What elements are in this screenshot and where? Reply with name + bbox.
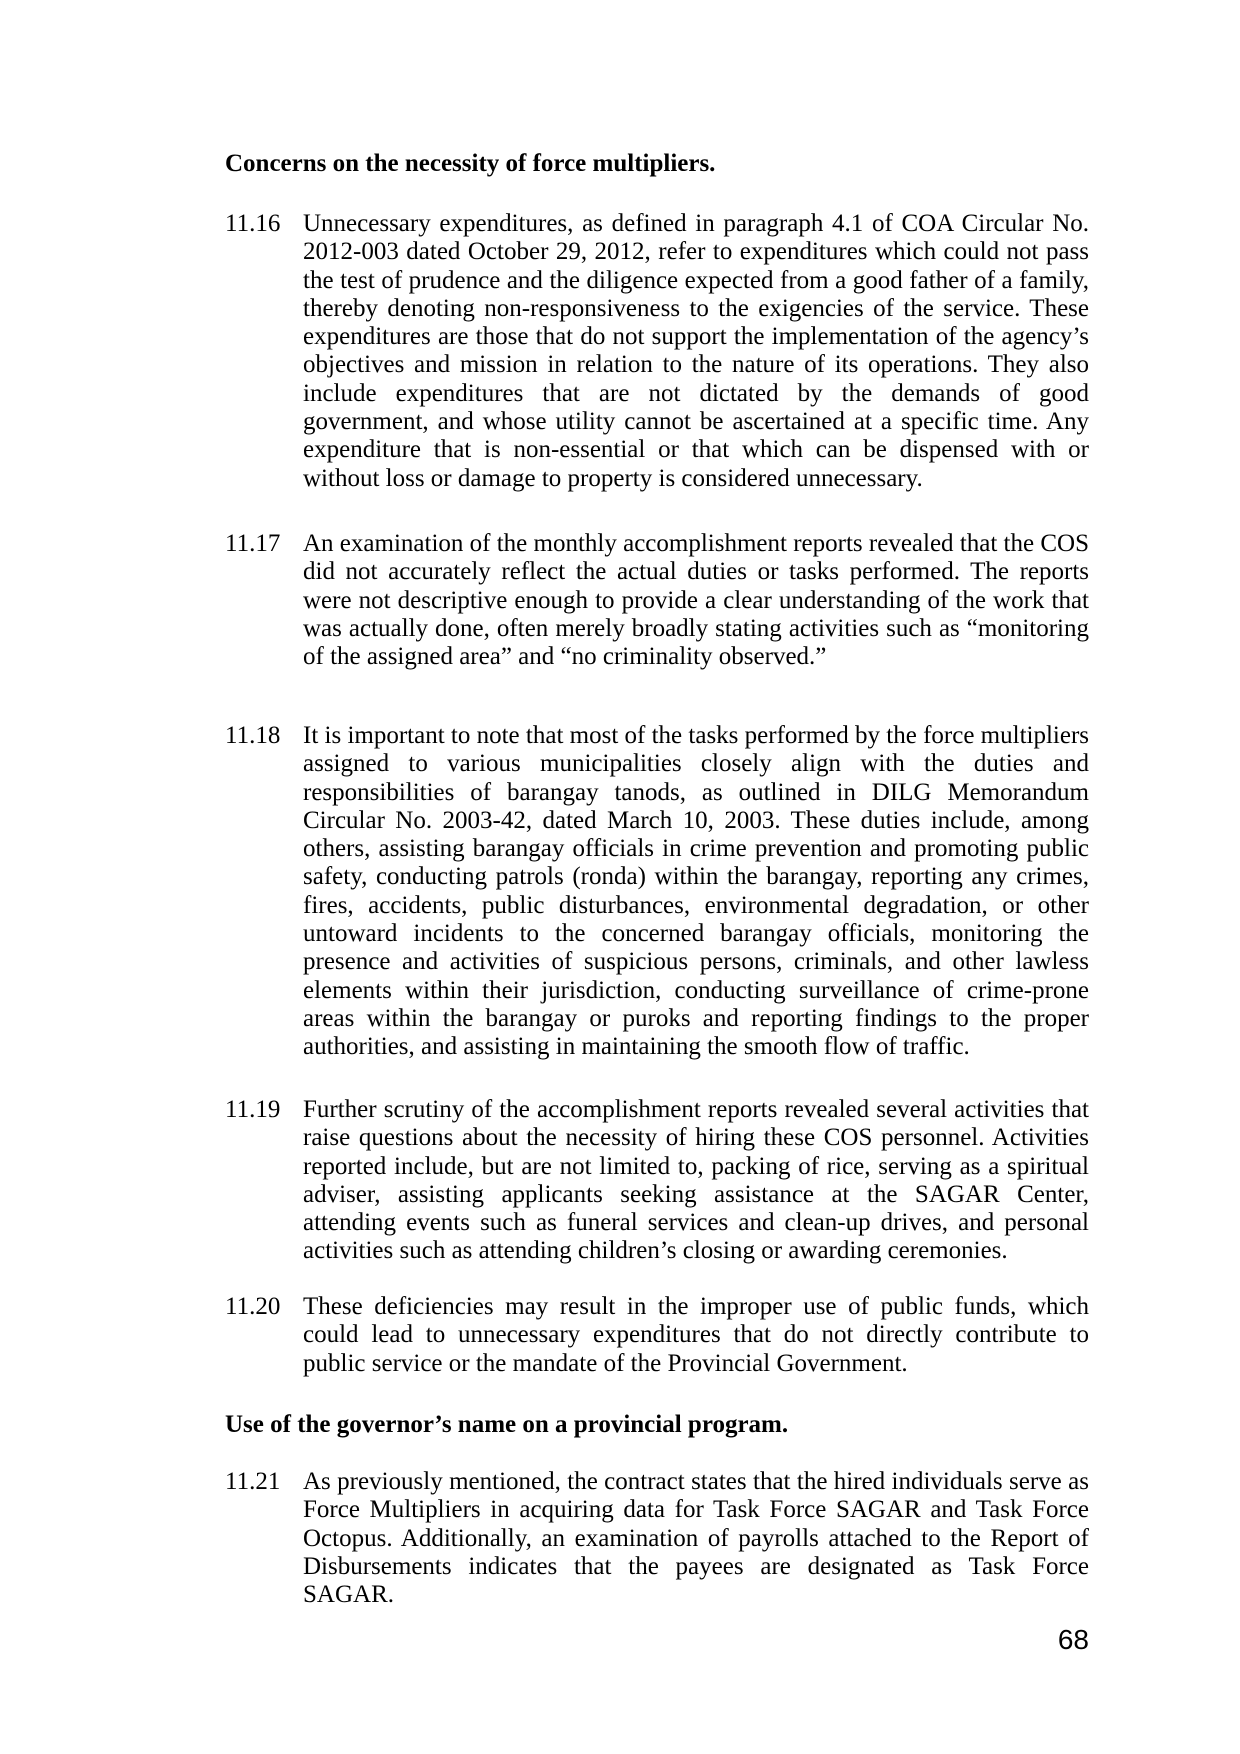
paragraph-number: 11.20 bbox=[225, 1293, 281, 1320]
section-heading-concerns: Concerns on the necessity of force multipliers. bbox=[225, 150, 716, 177]
paragraph-number: 11.18 bbox=[225, 722, 281, 749]
paragraph-11-16 bbox=[225, 210, 1089, 493]
paragraph-text: As previously mentioned, the contract states that the hired individuals serve as Force Multipliers in acquiring data for Task Force SAGAR and Task Force Octopus. Additionally, an examination of payrolls attached to the Report of Disbursements indicates that the payees are designated as Task Force SAGAR. bbox=[303, 1468, 1089, 1609]
paragraph-text: These deficiencies may result in the improper use of public funds, which could lead to unnecessary expenditures that do not directly contribute to public service or the mandate of the Provincial Government. bbox=[303, 1293, 1089, 1377]
page-number: 68 bbox=[1057, 1624, 1089, 1655]
paragraph-11-17 bbox=[225, 530, 1089, 671]
paragraph-number: 11.16 bbox=[225, 210, 281, 237]
section-heading-governor: Use of the governor’s name on a provincial program. bbox=[225, 1411, 789, 1438]
paragraph-number: 11.17 bbox=[225, 530, 281, 557]
paragraph-text: It is important to note that most of the tasks performed by the force multipliers assigned to various municipalities closely align with the duties and responsibilities of barangay tanods, as outlined in DILG Memorandum Circular No. 2003-42, dated March 10, 2003. These duties include, among others, assisting barangay officials in crime prevention and promoting public safety, conducting patrols (ronda) within the barangay, reporting any crimes, fires, accidents, public disturbances, environmental degradation, or other untoward incidents to the concerned barangay officials, monitoring the presence and activities of suspicious persons, criminals, and other lawless elements within their jurisdiction, conducting surveillance of crime-prone areas within the barangay or puroks and reporting findings to the proper authorities, and assisting in maintaining the smooth flow of traffic. bbox=[303, 722, 1089, 1061]
paragraph-number: 11.21 bbox=[225, 1468, 281, 1495]
paragraph-11-18 bbox=[225, 722, 1089, 1062]
paragraph-number: 11.19 bbox=[225, 1096, 281, 1123]
paragraph-text: Further scrutiny of the accomplishment reports revealed several activities that raise questions about the necessity of hiring these COS personnel. Activities reported include, but are not limited to, packing of rice, serving as a spiritual adviser, assisting applicants seeking assistance at the SAGAR Center, attending events such as funeral services and clean-up drives, and personal activities such as attending children’s closing or awarding ceremonies. bbox=[303, 1096, 1089, 1265]
paragraph-text: Unnecessary expenditures, as defined in paragraph 4.1 of COA Circular No. 2012-003 dated October 29, 2012, refer to expenditures which could not pass the test of prudence and the diligence expected from a good father of a family, thereby denoting non-responsiveness to the exigencies of the service. These expenditures are those that do not support the implementation of the agency’s objectives and mission in relation to the nature of its operations. They also include expenditures that are not dictated by the demands of good government, and whose utility cannot be ascertained at a specific time. Any expenditure that is non-essential or that which can be dispensed with or without loss or damage to property is considered unnecessary. bbox=[303, 210, 1089, 492]
paragraph-11-19 bbox=[225, 1096, 1089, 1266]
paragraph-11-21 bbox=[225, 1468, 1089, 1609]
paragraph-text: An examination of the monthly accomplishment reports revealed that the COS did not accurately reflect the actual duties or tasks performed. The reports were not descriptive enough to provide a clear understanding of the work that was actually done, often merely broadly stating activities such as “monitoring of the assigned area” and “no criminality observed.” bbox=[303, 530, 1089, 671]
paragraph-11-20 bbox=[225, 1293, 1089, 1378]
